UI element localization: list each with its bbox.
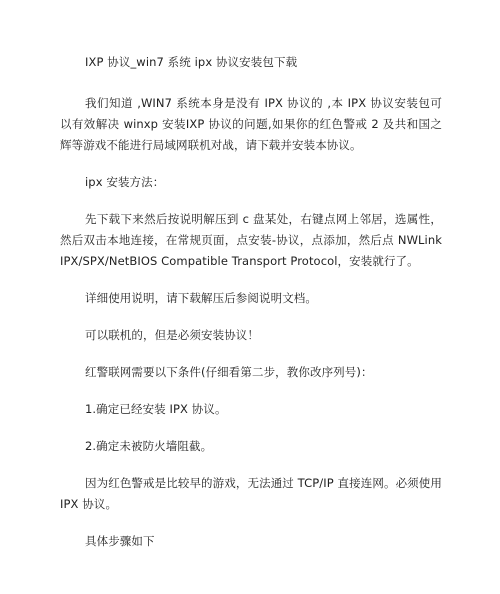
paragraph-steps-heading: 具体步骤如下 [85, 534, 155, 548]
paragraph-condition-1: 1.确定已经安装 IPX 协议。 [85, 402, 227, 416]
paragraph-condition-2: 2.确定未被防火墙阻截。 [85, 439, 213, 453]
document-title: IXP 协议_win7 系统 ipx 协议安装包下载 [85, 55, 298, 69]
paragraph-intro: 我们知道 ,WIN7 系统本身是没有 IPX 协议的 ,本 IPX 协议安装包可以有效解决 winxp 安装IXP 协议的问题,如果你的红色警戒 2 及共和国之辉等游戏不能进行局域网联机对战，请下载并安装本协议。 [60, 96, 442, 152]
paragraph-install-heading: ipx 安装方法： [85, 175, 165, 189]
paragraph-details: 详细使用说明，请下载解压后参阅说明文档。 [85, 291, 317, 305]
paragraph-reason: 因为红色警戒是比较早的游戏，无法通过 TCP/IP 直接连网。必须使用 IPX 协议。 [60, 476, 442, 511]
document-body [60, 52, 442, 552]
paragraph-network-note: 可以联机的，但是必须安装协议！ [85, 328, 259, 342]
paragraph-conditions: 红警联网需要以下条件(仔细看第二步，教你改序列号)： [85, 365, 373, 379]
paragraph-install-steps: 先下载下来然后按说明解压到 c 盘某处，右键点网上邻居，选属性，然后双击本地连接，在常规页面，点安装-协议，点添加，然后点 NWLink IPX/SPX/NetBIOS Compatible Transport Protocol，安装就行了。 [60, 212, 442, 268]
